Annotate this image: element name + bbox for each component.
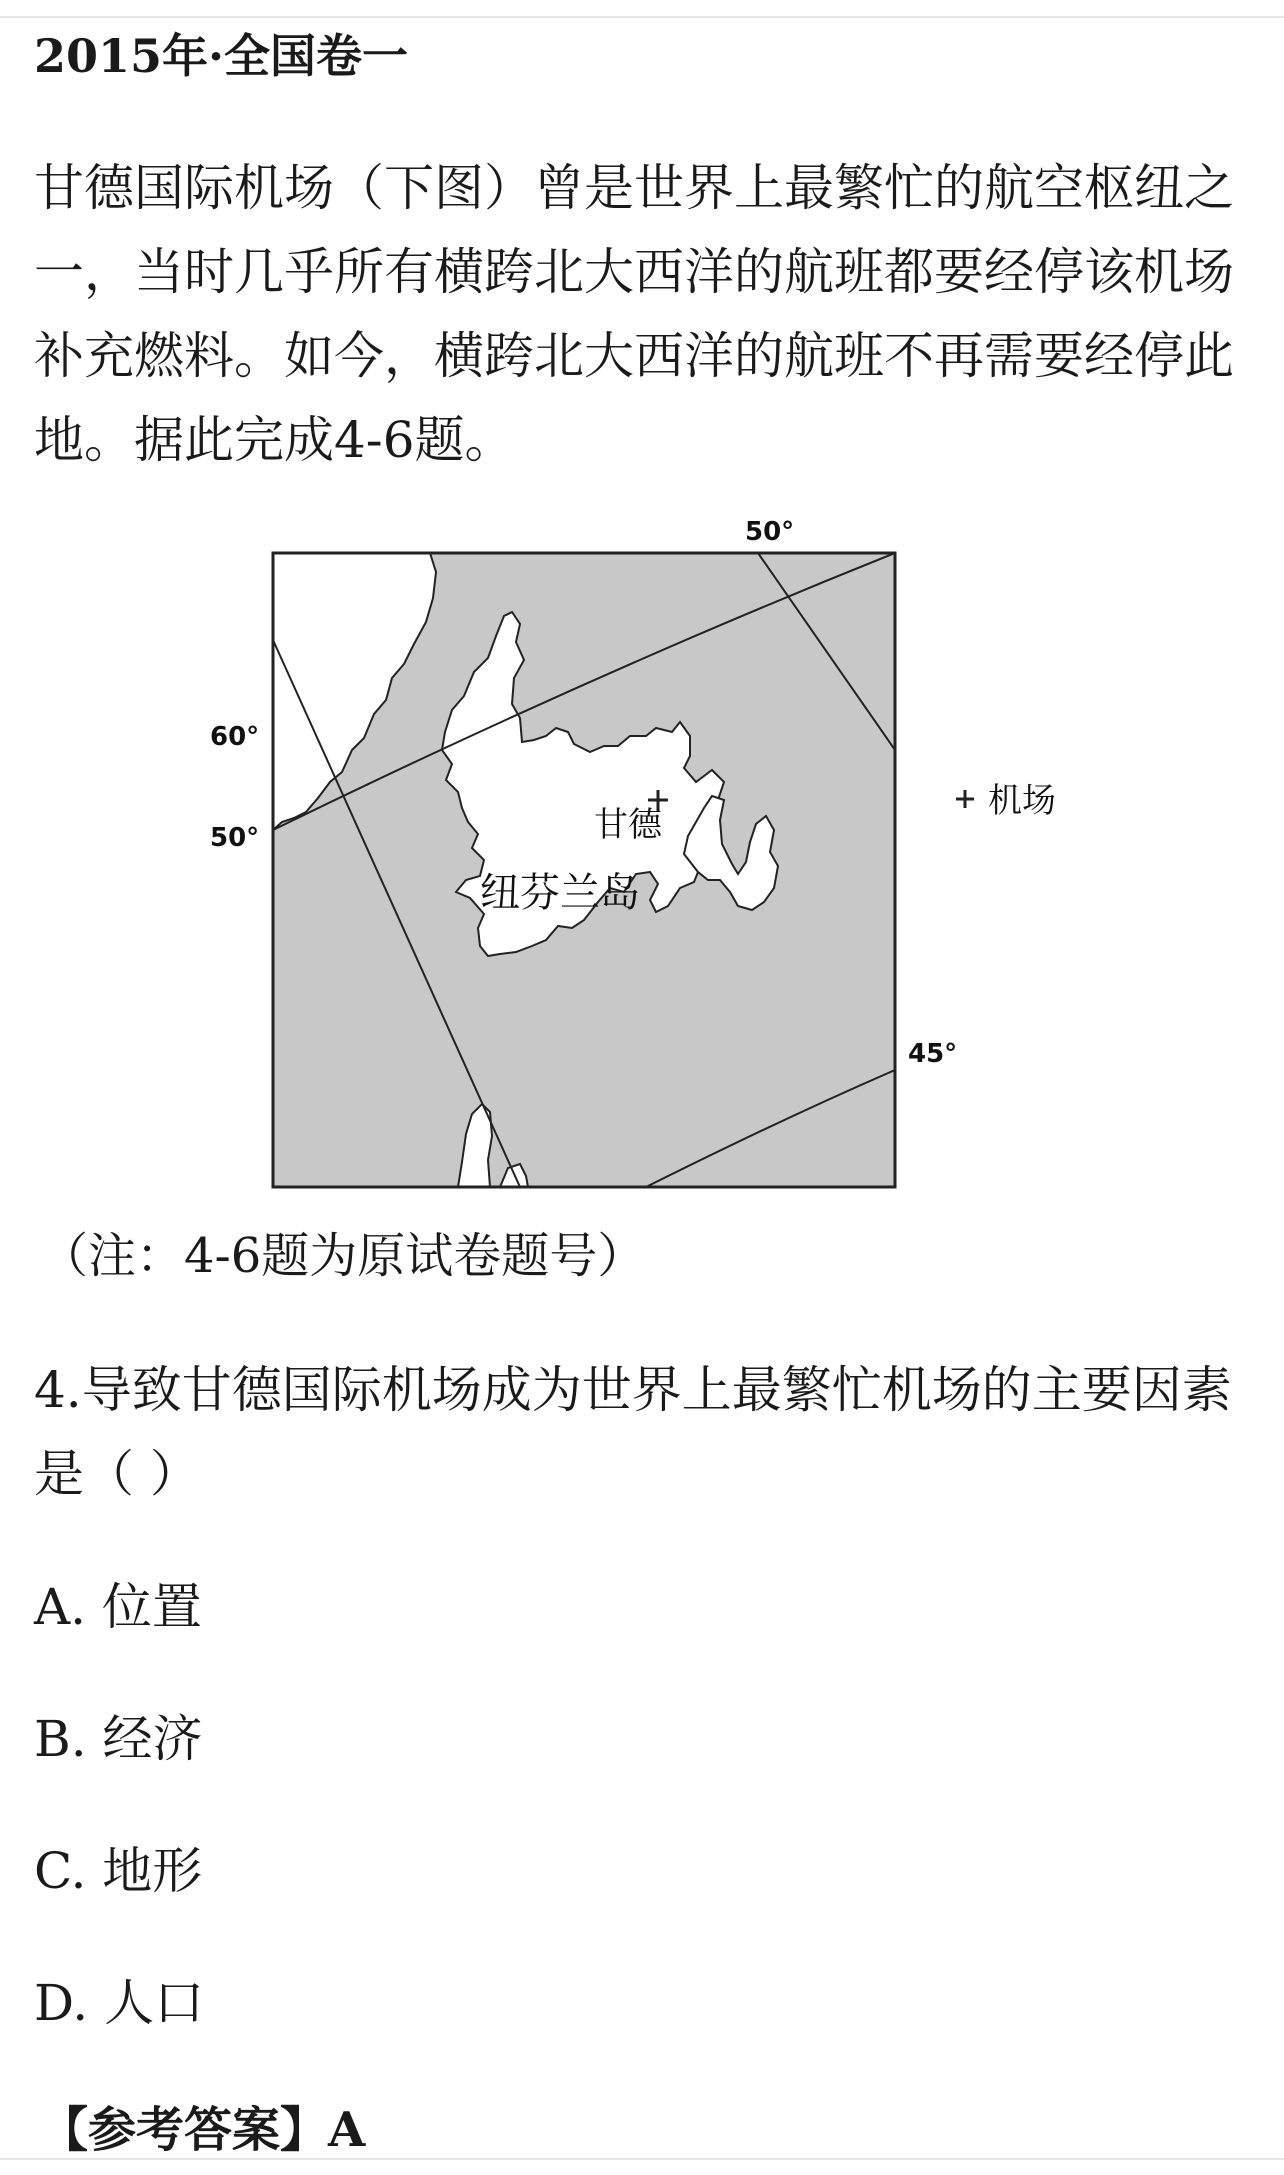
reference-answer: 【参考答案】A [40,2102,366,2158]
newfoundland-label: 纽芬兰岛 [480,870,640,916]
lon-60-label: 60° [210,722,260,752]
newfoundland-map [190,500,1070,1200]
lat-50-top-label: 50° [745,517,795,547]
gander-label: 甘德 [594,805,662,845]
legend-airport-label: 机场 [988,781,1056,821]
intro-paragraph: 甘德国际机场（下图）曾是世界上最繁忙的航空枢纽之一，当时几乎所有横跨北大西洋的航班都要经停该机场补充燃料。如今，横跨北大西洋的航班不再需要经停此地。据此完成4-6题。 [34,159,1234,469]
map-svg [190,500,1070,1200]
option-d: D. 人口 [34,1974,205,2032]
question-stem: 4.导致甘德国际机场成为世界上最繁忙机场的主要因素是（ ） [34,1361,1232,1503]
lat-45-label: 45° [908,1039,958,1069]
bottom-divider [0,2158,1284,2160]
option-a: A. 位置 [34,1578,202,1636]
exam-title: 2015年·全国卷一 [34,29,409,83]
lon-50-label: 50° [210,823,260,853]
note-text: （注：4-6题为原试卷题号） [40,1228,646,1284]
option-c: C. 地形 [34,1842,203,1900]
top-divider [0,16,1284,18]
option-b: B. 经济 [34,1710,203,1768]
legend-airport-icon [956,790,974,808]
